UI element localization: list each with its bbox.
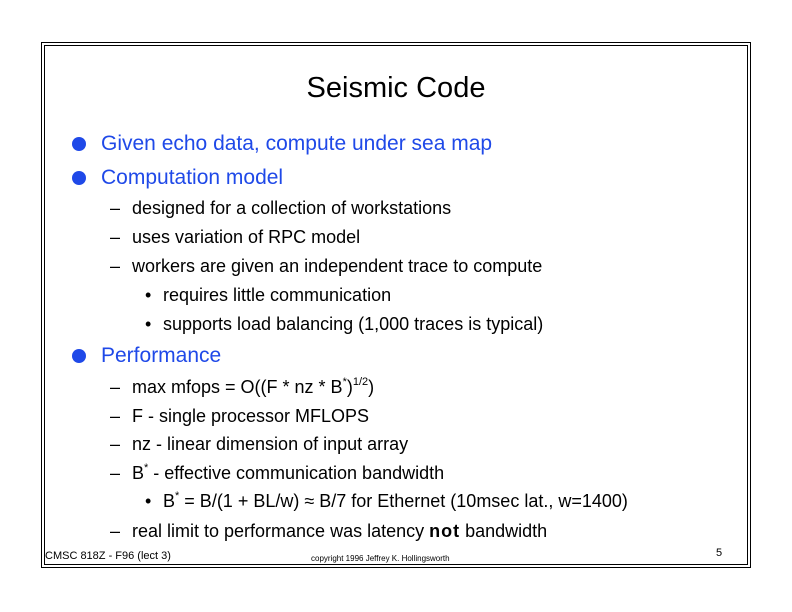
bullet-computation-model: Computation model [101, 166, 284, 189]
page-number: 5 [716, 547, 723, 559]
sub-sub-item-communication: requires little communication [163, 285, 392, 305]
dash-bullet-icon: – [110, 377, 121, 397]
sub-item-designed-for: designed for a collection of workstations [132, 198, 452, 218]
sub-item-max-mfops: max mfops = O((F * nz * B*)$^{1/2}$) [132, 376, 375, 397]
sub-item-rpc-model: uses variation of RPC model [132, 227, 361, 247]
dash-bullet-icon: – [110, 406, 121, 426]
dash-bullet-icon: – [110, 227, 121, 247]
small-bullet-icon: • [145, 314, 152, 334]
sub-sub-item-load-balancing: supports load balancing (1,000 traces is typical) [163, 314, 544, 334]
sub-item-nz: nz - linear dimension of input array [132, 434, 409, 454]
dash-bullet-icon: – [110, 256, 121, 276]
bullet-performance: Performance [101, 344, 222, 367]
footer-course: CMSC 818Z - F96 (lect 3) [45, 550, 171, 562]
footer-copyright: copyright 1996 Jeffrey K. Hollingsworth [311, 554, 450, 563]
dash-bullet-icon: – [110, 434, 121, 454]
sub-item-b-star: B* - effective communication bandwidth [132, 462, 445, 483]
small-bullet-icon: • [145, 285, 152, 305]
small-bullet-icon: • [145, 491, 152, 511]
bullet-dot-icon [72, 349, 86, 363]
bullet-dot-icon [72, 137, 86, 151]
sub-sub-item-b-star-formula: B* = B/(1 + BL/w) ≈ B/7 for Ethernet (10msec lat., w=1400) [163, 490, 628, 511]
sub-item-real-limit: real limit to performance was latency not bandwidth [132, 521, 548, 541]
dash-bullet-icon: – [110, 198, 121, 218]
sub-item-f-mflops: F - single processor MFLOPS [132, 406, 370, 426]
slide-title: Seismic Code [306, 72, 486, 104]
sub-item-workers: workers are given an independent trace to compute [132, 256, 543, 276]
bullet-given-echo-data: Given echo data, compute under sea map [101, 132, 493, 155]
dash-bullet-icon: – [110, 463, 121, 483]
dash-bullet-icon: – [110, 521, 121, 541]
bullet-dot-icon [72, 171, 86, 185]
